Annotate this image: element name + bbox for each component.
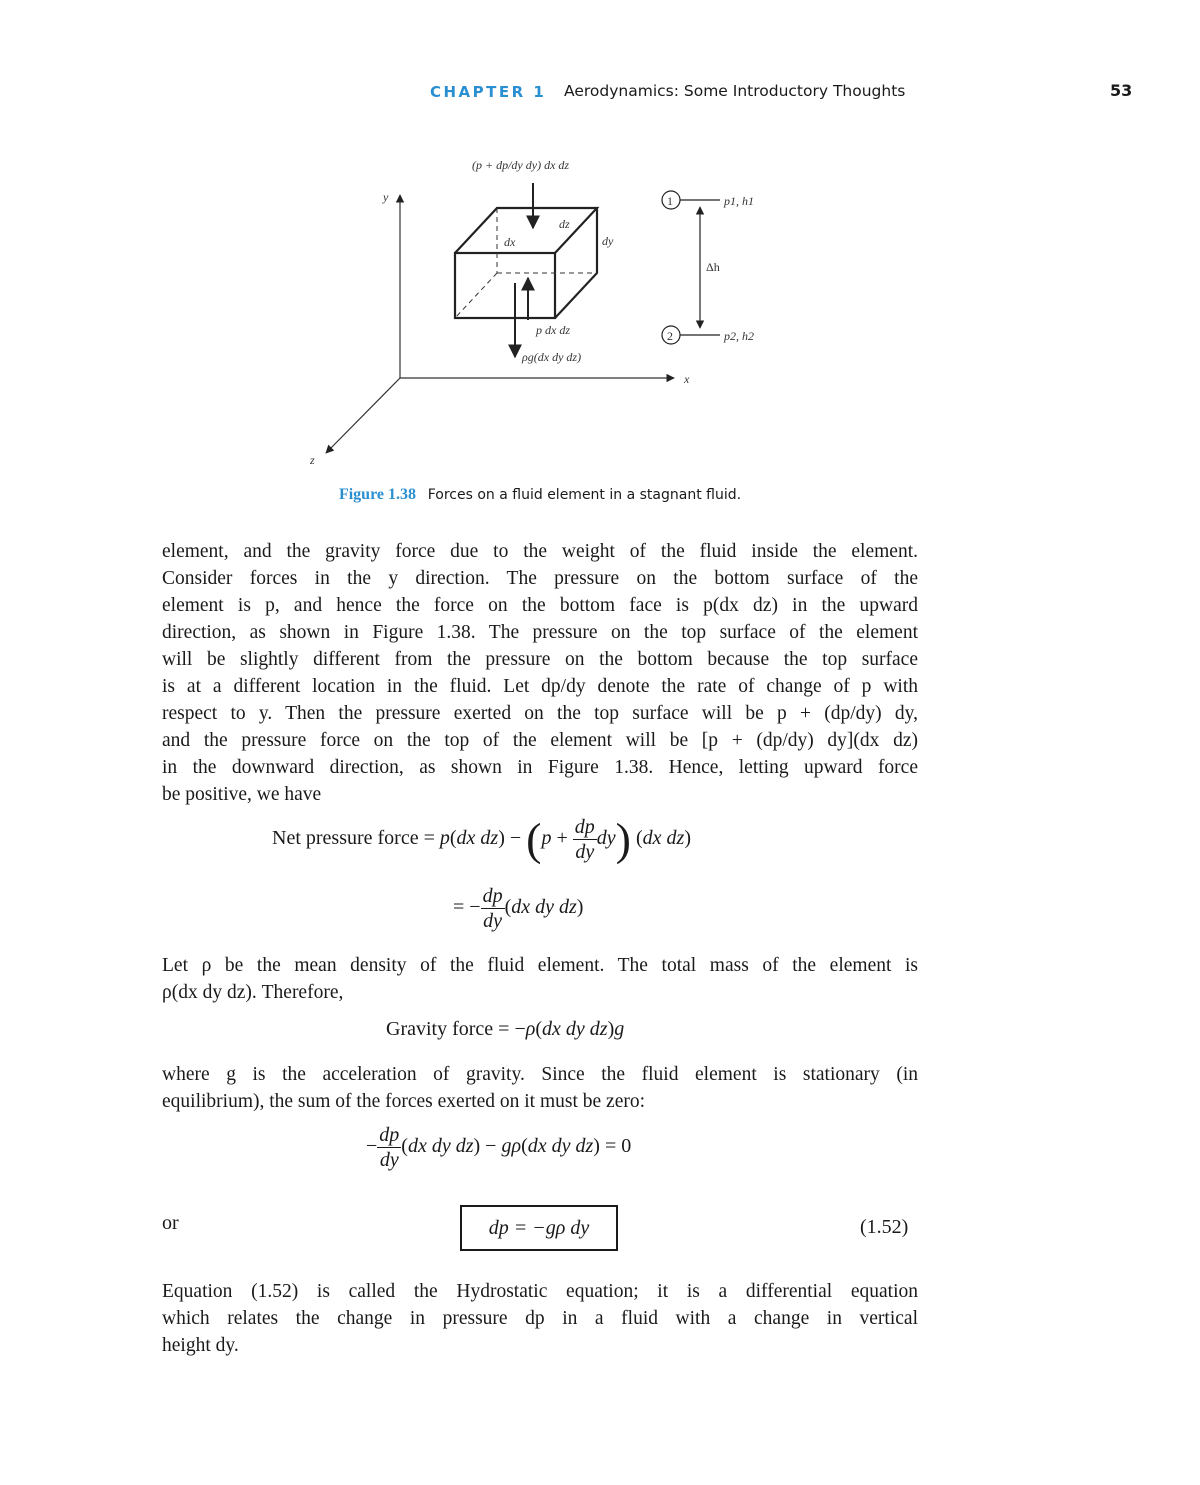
equation-number: (1.52) — [860, 1216, 909, 1238]
cube-top-face — [455, 208, 597, 253]
cube-front-face — [455, 253, 555, 318]
equation-label: Gravity force — [386, 1018, 494, 1040]
point-2-label: 2 — [667, 329, 673, 343]
paragraph-density — [162, 952, 918, 1006]
chapter-label: CHAPTER 1 — [430, 83, 547, 101]
text-line: equilibrium), the sum of the forces exerted on it must be zero: — [162, 1091, 646, 1112]
text-line: and the pressure force on the top of the element will be [p + (dp/dy) dy](dx dz) — [162, 730, 918, 751]
bottom-force-label: p dx dz — [536, 323, 570, 337]
cube-hidden-edge — [455, 273, 497, 318]
text-line: element, and the gravity force due to the weight of the fluid inside the element. — [162, 541, 918, 562]
text-line: respect to y. Then the pressure exerted on the top surface will be p + (dp/dy) dy, — [162, 703, 918, 724]
text-line: Let ρ be the mean density of the fluid element. The total mass of the element is — [162, 955, 918, 976]
equation-net-pressure-force: Net pressure force = p(dx dz) − (p + $\frac{dp}{dy}$ dy) (dx dz) — [272, 813, 692, 865]
hydrostatic-equation-box: dp = −gρ dy — [460, 1205, 618, 1251]
fluid-element-diagram — [300, 135, 800, 475]
p1-h1-label: p1, h1 — [724, 194, 754, 208]
y-axis-label: y — [383, 190, 389, 204]
delta-h-label: Δh — [706, 260, 720, 274]
chapter-title: Aerodynamics: Some Introductory Thoughts — [564, 82, 906, 100]
running-header — [0, 80, 1200, 104]
text-line: is at a different location in the fluid. Let dp/dy denote the rate of change of p with — [162, 676, 918, 697]
point-1-label: 1 — [667, 194, 673, 208]
text-line: in the downward direction, as shown in Figure 1.38. Hence, letting upward force — [162, 757, 918, 778]
figure-number: Figure 1.38 — [338, 486, 416, 503]
p2-h2-label: p2, h2 — [724, 329, 754, 343]
paragraph-hydrostatic — [162, 1278, 918, 1359]
text-line: be positive, we have — [162, 784, 322, 805]
x-axis-label: x — [684, 372, 690, 386]
figure-caption-text: Forces on a fluid element in a stagnant fluid. — [427, 487, 742, 503]
equation-gravity-force: Gravity force = −ρ(dx dy dz)g — [386, 1018, 625, 1040]
dy-label: dy — [602, 234, 614, 248]
paragraph-forces — [162, 538, 918, 808]
text-line: which relates the change in pressure dp in a fluid with a change in vertical — [162, 1308, 918, 1329]
text-line: height dy. — [162, 1335, 239, 1356]
text-line: where g is the acceleration of gravity. Since the fluid element is stationary (in — [162, 1064, 918, 1085]
text-line: direction, as shown in Figure 1.38. The pressure on the top surface of the element — [162, 622, 918, 643]
page-number: 53 — [1110, 81, 1133, 100]
text-line: Consider forces in the y direction. The pressure on the bottom surface of the — [162, 568, 918, 589]
equation-label: Net pressure force — [272, 827, 419, 850]
equation-equilibrium: − $\frac{dp}{dy}$ (dx dy dz) − gρ(dx dy dz) = 0 — [366, 1124, 632, 1171]
z-axis — [326, 378, 400, 453]
z-axis-label: z — [310, 453, 315, 467]
top-force-label: (p + dp/dy dy) dx dz — [472, 158, 570, 172]
paragraph-equilibrium — [162, 1061, 918, 1115]
dz-label: dz — [559, 217, 570, 231]
or-label: or — [162, 1212, 179, 1234]
text-line: element is p, and hence the force on the bottom face is p(dx dz) in the upward — [162, 595, 918, 616]
text-line: will be slightly different from the pressure on the bottom because the top surface — [162, 649, 918, 670]
figure-caption — [0, 486, 1080, 504]
dx-label: dx — [504, 235, 516, 249]
text-line: ρ(dx dy dz). Therefore, — [162, 982, 344, 1003]
text-line: Equation (1.52) is called the Hydrostatic equation; it is a differential equation — [162, 1281, 918, 1302]
weight-label: ρg(dx dy dz) — [522, 350, 582, 364]
equation-net-pressure-result: = − $\frac{dp}{dy}$ (dx dy dz) — [453, 885, 584, 932]
